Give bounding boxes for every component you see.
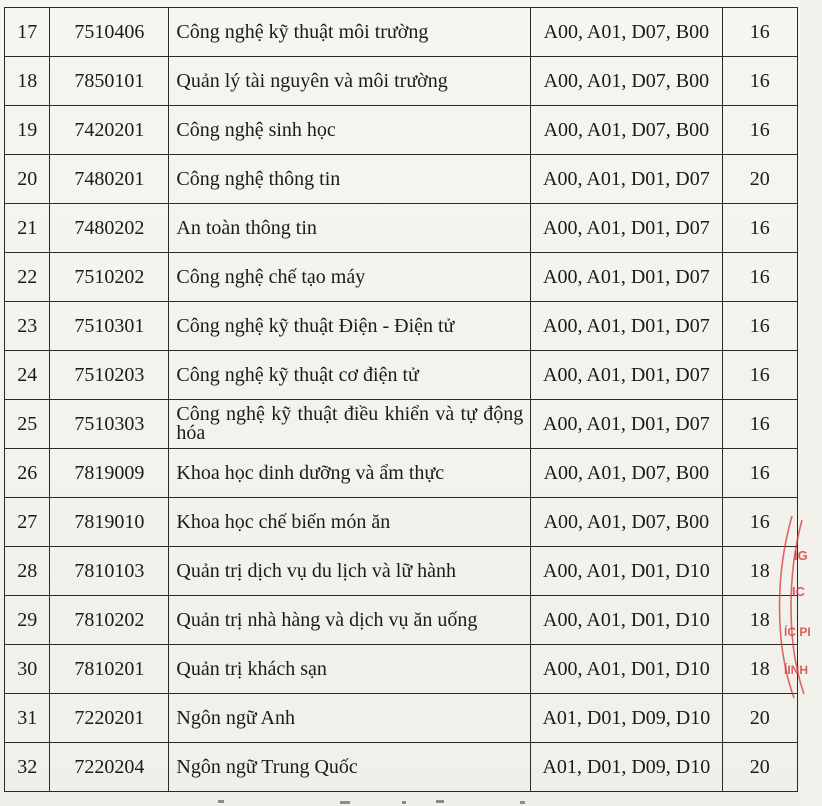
row-number-cell: 18 [5, 57, 50, 106]
major-name-cell: Công nghệ kỹ thuật Điện - Điện tử [169, 302, 531, 351]
major-code-cell: 7220204 [50, 743, 169, 792]
major-code-cell: 7810103 [50, 547, 169, 596]
row-number-cell: 25 [5, 400, 50, 449]
major-name-cell: Công nghệ kỹ thuật môi trường [169, 8, 531, 57]
row-number-cell: 19 [5, 106, 50, 155]
table-row [5, 547, 798, 596]
subject-combination-cell: A00, A01, D07, B00 [531, 498, 722, 547]
subject-combination-cell: A00, A01, D01, D10 [531, 547, 722, 596]
major-code-cell: 7850101 [50, 57, 169, 106]
table-row [5, 498, 798, 547]
major-name-cell: Quản trị khách sạn [169, 645, 531, 694]
table-row [5, 645, 798, 694]
major-code-cell: 7810201 [50, 645, 169, 694]
major-name-cell: Công nghệ chế tạo máy [169, 253, 531, 302]
major-code-cell: 7819010 [50, 498, 169, 547]
score-cell: 18 [722, 547, 798, 596]
major-name-cell: Công nghệ sinh học [169, 106, 531, 155]
subject-combination-cell: A00, A01, D07, B00 [531, 57, 722, 106]
cropped-next-line-marks [0, 792, 800, 806]
subject-combination-cell: A01, D01, D09, D10 [531, 743, 722, 792]
table-row [5, 204, 798, 253]
subject-combination-cell: A00, A01, D01, D07 [531, 400, 722, 449]
row-number-cell: 21 [5, 204, 50, 253]
subject-combination-cell: A00, A01, D01, D07 [531, 155, 722, 204]
score-cell: 16 [722, 253, 798, 302]
table-row [5, 400, 798, 449]
score-cell: 16 [722, 351, 798, 400]
row-number-cell: 24 [5, 351, 50, 400]
score-cell: 18 [722, 596, 798, 645]
row-number-cell: 32 [5, 743, 50, 792]
row-number-cell: 22 [5, 253, 50, 302]
stamp-fragment-text: ÍC PI [784, 625, 811, 639]
table-row [5, 253, 798, 302]
score-cell: 16 [722, 449, 798, 498]
major-code-cell: 7480201 [50, 155, 169, 204]
red-seal-stamp-fragment [762, 512, 822, 702]
major-name-cell: Ngôn ngữ Anh [169, 694, 531, 743]
major-code-cell: 7819009 [50, 449, 169, 498]
row-number-cell: 20 [5, 155, 50, 204]
table-row [5, 57, 798, 106]
score-cell: 16 [722, 204, 798, 253]
major-code-cell: 7510301 [50, 302, 169, 351]
table-row [5, 694, 798, 743]
major-name-cell: Công nghệ kỹ thuật cơ điện tử [169, 351, 531, 400]
subject-combination-cell: A00, A01, D01, D07 [531, 351, 722, 400]
row-number-cell: 28 [5, 547, 50, 596]
major-code-cell: 7810202 [50, 596, 169, 645]
row-number-cell: 29 [5, 596, 50, 645]
subject-combination-cell: A00, A01, D01, D07 [531, 253, 722, 302]
subject-combination-cell: A00, A01, D07, B00 [531, 8, 722, 57]
table-row [5, 302, 798, 351]
subject-combination-cell: A00, A01, D01, D10 [531, 596, 722, 645]
major-name-cell: Quản trị nhà hàng và dịch vụ ăn uống [169, 596, 531, 645]
score-cell: 16 [722, 57, 798, 106]
subject-combination-cell: A01, D01, D09, D10 [531, 694, 722, 743]
major-name-cell: Ngôn ngữ Trung Quốc [169, 743, 531, 792]
table-row [5, 8, 798, 57]
major-code-cell: 7510202 [50, 253, 169, 302]
table-row [5, 155, 798, 204]
score-cell: 16 [722, 498, 798, 547]
table-row [5, 449, 798, 498]
major-code-cell: 7420201 [50, 106, 169, 155]
table-row [5, 106, 798, 155]
subject-combination-cell: A00, A01, D01, D07 [531, 204, 722, 253]
major-name-cell: Khoa học dinh dưỡng và ẩm thực [169, 449, 531, 498]
major-name-cell: Khoa học chế biến món ăn [169, 498, 531, 547]
score-cell: 16 [722, 400, 798, 449]
major-name-cell: Công nghệ thông tin [169, 155, 531, 204]
subject-combination-cell: A00, A01, D07, B00 [531, 449, 722, 498]
table-row [5, 351, 798, 400]
admission-score-table [4, 7, 798, 792]
table-row [5, 743, 798, 792]
score-cell: 16 [722, 8, 798, 57]
table-row [5, 596, 798, 645]
score-cell: 20 [722, 694, 798, 743]
score-cell: 18 [722, 645, 798, 694]
subject-combination-cell: A00, A01, D07, B00 [531, 106, 722, 155]
row-number-cell: 27 [5, 498, 50, 547]
score-cell: 16 [722, 106, 798, 155]
major-name-cell: Quản trị dịch vụ du lịch và lữ hành [169, 547, 531, 596]
major-code-cell: 7480202 [50, 204, 169, 253]
major-code-cell: 7220201 [50, 694, 169, 743]
table-body [5, 8, 798, 792]
stamp-fragment-text: IC [792, 584, 805, 599]
stamp-fragment-text: IG [794, 548, 808, 563]
row-number-cell: 23 [5, 302, 50, 351]
row-number-cell: 30 [5, 645, 50, 694]
major-code-cell: 7510406 [50, 8, 169, 57]
row-number-cell: 26 [5, 449, 50, 498]
score-cell: 20 [722, 155, 798, 204]
score-cell: 16 [722, 302, 798, 351]
major-code-cell: 7510303 [50, 400, 169, 449]
subject-combination-cell: A00, A01, D01, D10 [531, 645, 722, 694]
subject-combination-cell: A00, A01, D01, D07 [531, 302, 722, 351]
score-cell: 20 [722, 743, 798, 792]
major-name-cell: Công nghệ kỹ thuật điều khiển và tự động hóa [169, 400, 531, 449]
major-code-cell: 7510203 [50, 351, 169, 400]
major-name-cell: An toàn thông tin [169, 204, 531, 253]
major-name-cell: Quản lý tài nguyên và môi trường [169, 57, 531, 106]
row-number-cell: 31 [5, 694, 50, 743]
stamp-fragment-text: ÍINH [784, 663, 808, 677]
row-number-cell: 17 [5, 8, 50, 57]
